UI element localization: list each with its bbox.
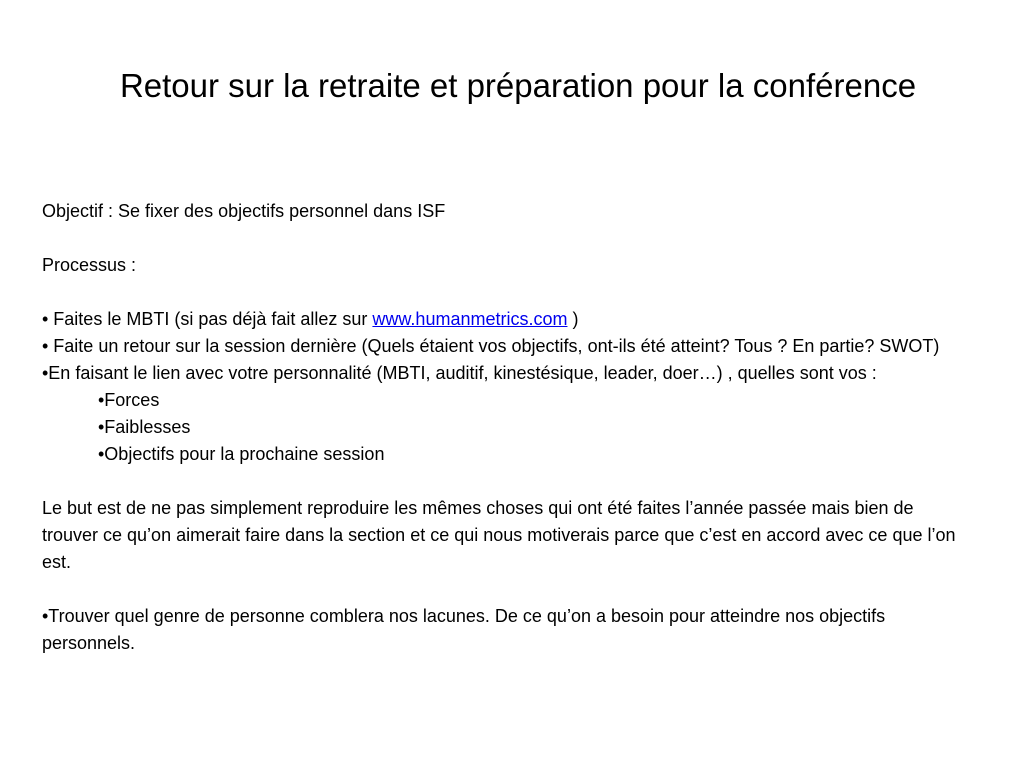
bullet-mbti-text: • Faites le MBTI (si pas déjà fait allez sur xyxy=(42,309,373,329)
slide-body xyxy=(42,198,962,657)
bullet-find-people: •Trouver quel genre de personne comblera nos lacunes. De ce qu’on a besoin pour atteindre nos objectifs personnels. xyxy=(42,606,886,653)
objective-text: Objectif : Se fixer des objectifs personnel dans ISF xyxy=(42,201,446,221)
process-heading: Processus : xyxy=(42,255,137,275)
bullet-personality: •En faisant le lien avec votre personnalité (MBTI, auditif, kinestésique, leader, doer…) , quelles sont vos : xyxy=(42,363,877,383)
blank-line xyxy=(42,468,962,495)
sub-item-forces: •Forces xyxy=(98,390,160,410)
blank-line xyxy=(42,225,962,252)
bullet-review-session: • Faite un retour sur la session dernière (Quels étaient vos objectifs, ont-ils été atteint? Tous ? En partie? SWOT) xyxy=(42,336,940,356)
humanmetrics-link[interactable]: www.humanmetrics.com xyxy=(372,309,568,329)
bullet-mbti xyxy=(42,306,962,333)
slide-title: Retour sur la retraite et préparation pour la conférence xyxy=(119,67,917,104)
blank-line xyxy=(42,576,962,603)
bullet-mbti-suffix: ) xyxy=(567,309,579,329)
goal-paragraph: Le but est de ne pas simplement reproduire les mêmes choses qui ont été faites l’année passée mais bien de trouver ce qu’on aimerait faire dans la section et ce qui nous motiverais parce que c’est en accord avec ce que l’on est. xyxy=(42,498,956,572)
sub-item-faiblesses: •Faiblesses xyxy=(98,417,191,437)
sub-item-objectifs: •Objectifs pour la prochaine session xyxy=(98,444,385,464)
blank-line xyxy=(42,279,962,306)
